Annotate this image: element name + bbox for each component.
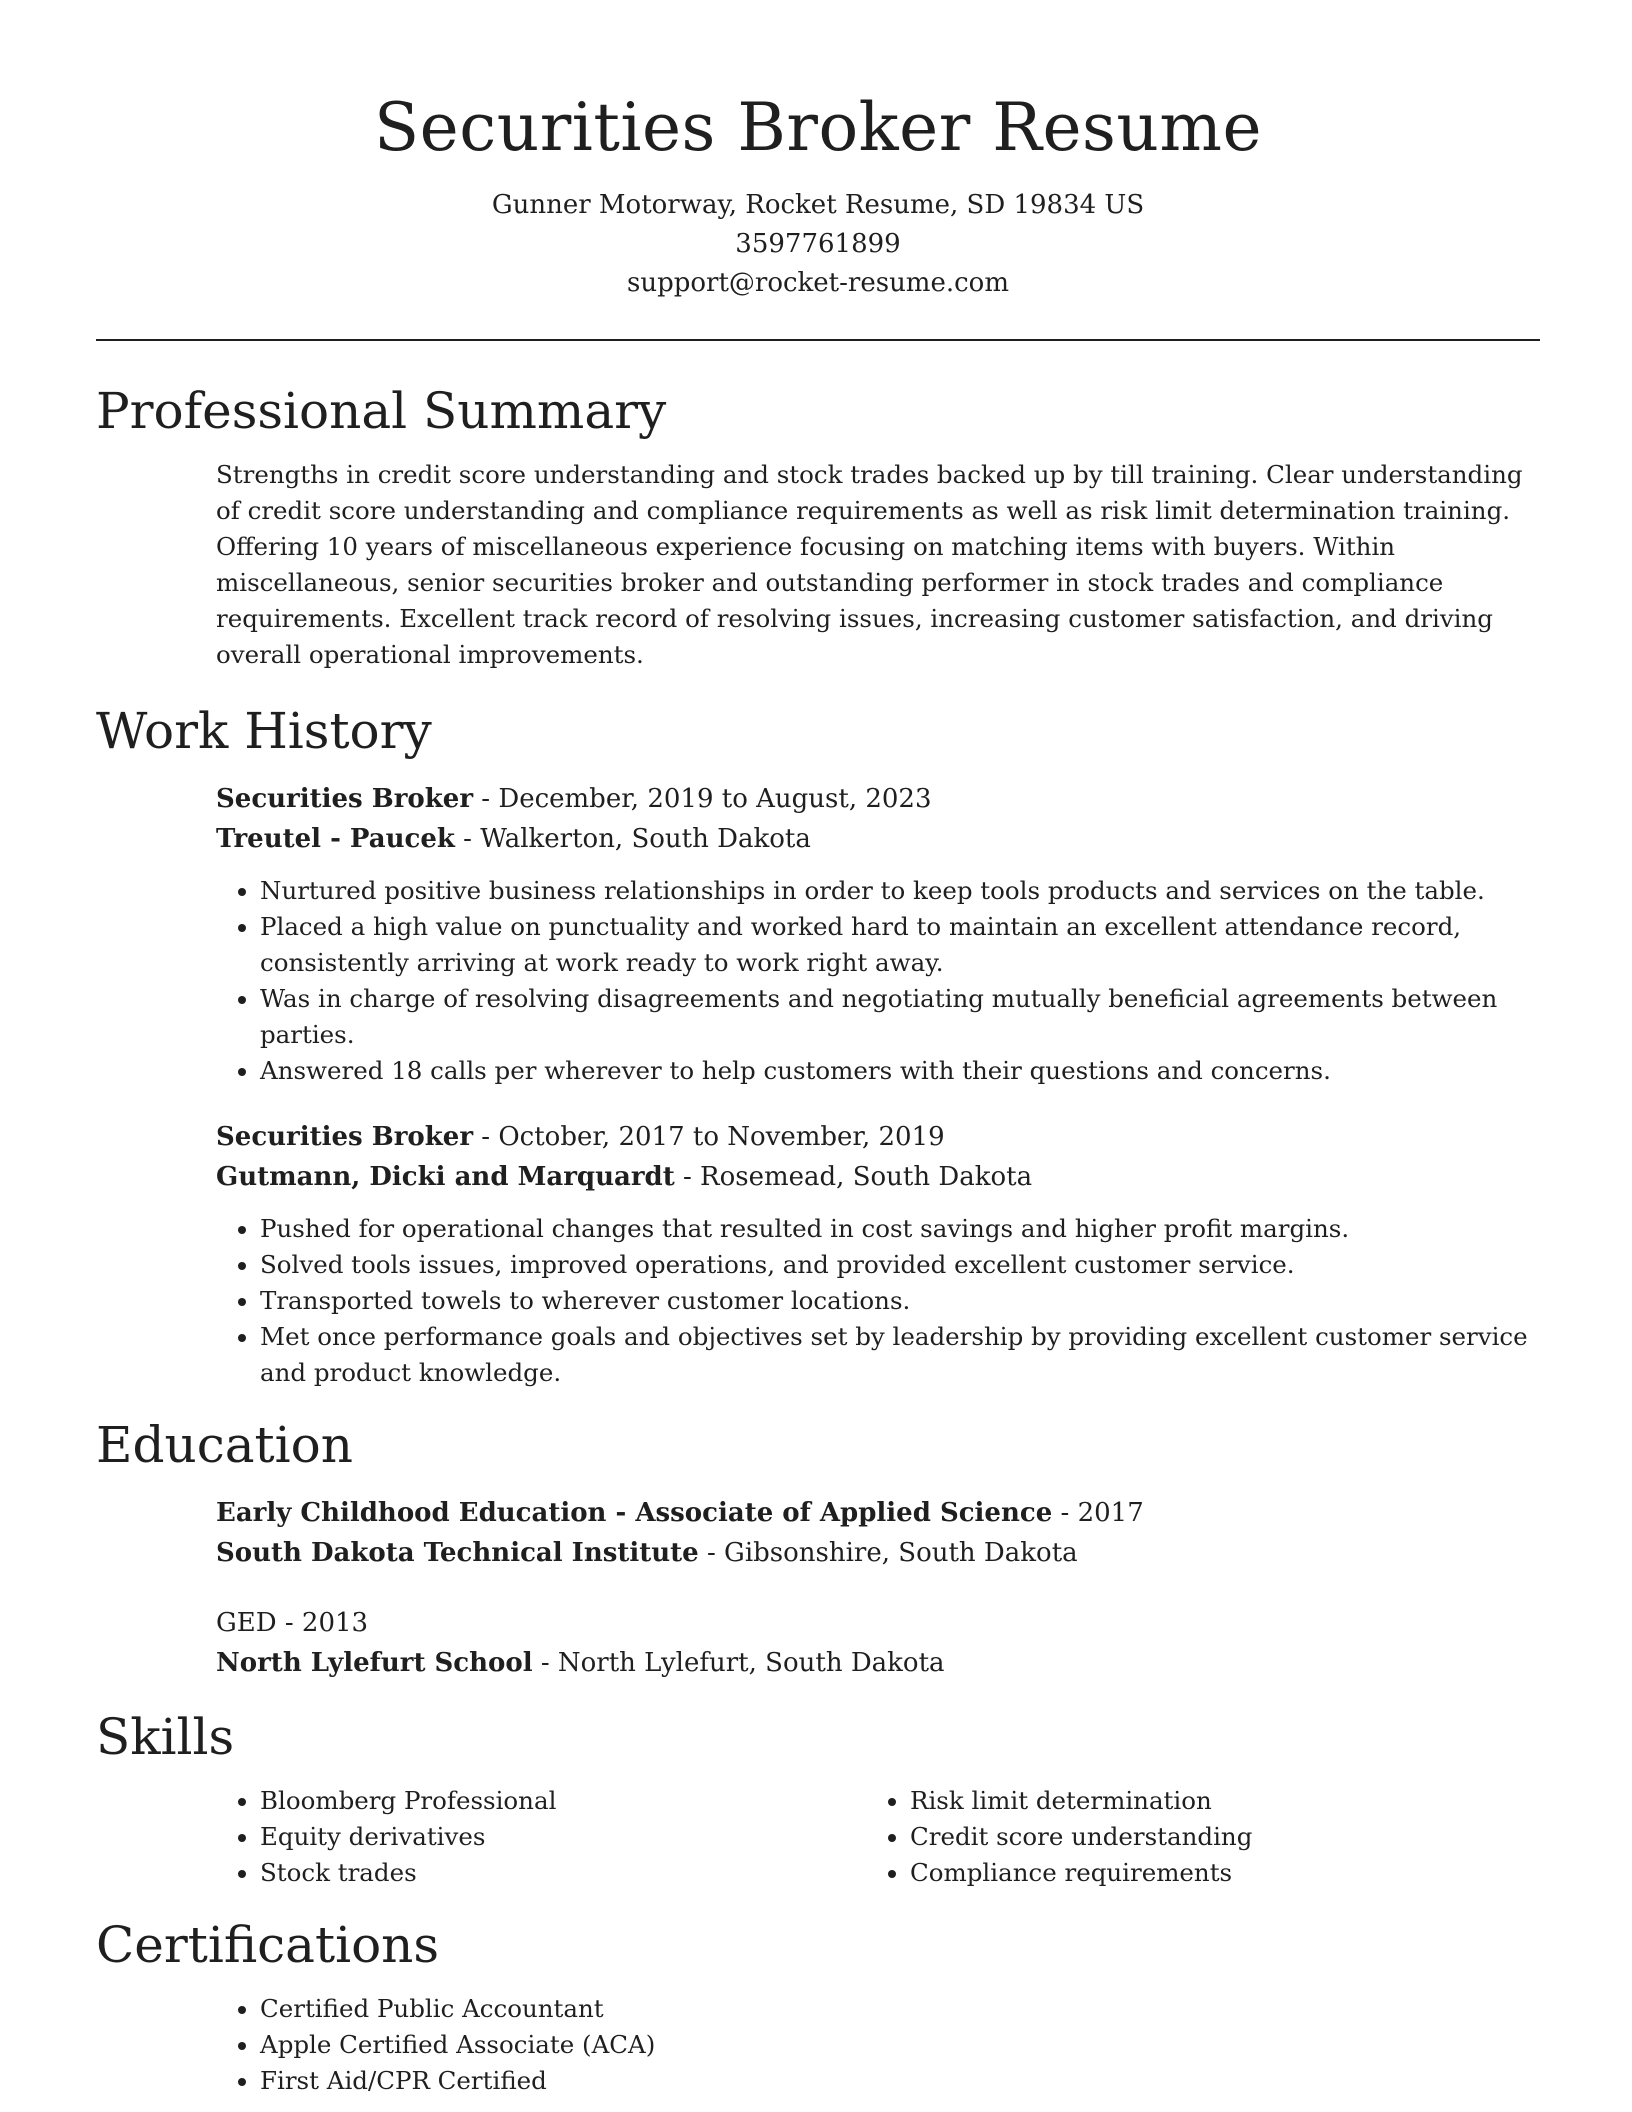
job-company: Gutmann, Dicki and Marquardt	[216, 1162, 675, 1192]
list-item: • Transported towels to wherever customer locations.	[260, 1283, 1540, 1319]
job-company-line	[216, 1157, 1540, 1197]
resume-header	[96, 0, 1540, 303]
education-entry	[216, 1493, 1540, 1573]
certifications-list	[216, 1991, 1540, 2099]
list-item: • First Aid/CPR Certified	[260, 2063, 1540, 2099]
list-item: • Placed a high value on punctuality and worked hard to maintain an excellent attendance record, consistently arriving at work ready to work right away.	[260, 909, 1540, 981]
education-school: North Lylefurt School	[216, 1648, 533, 1678]
education-school-line	[216, 1643, 1540, 1683]
skills-column-left	[216, 1783, 866, 1891]
skills-grid	[216, 1783, 1540, 1891]
skills-section	[96, 1705, 1540, 1891]
list-item: • Equity derivatives	[260, 1819, 866, 1855]
list-item: • Risk limit determination	[910, 1783, 1516, 1819]
job-entry	[216, 1117, 1540, 1391]
contact-email: support@rocket-resume.com	[626, 268, 1009, 298]
job-company: Treutel - Paucek	[216, 824, 455, 854]
list-item: • Answered 18 calls per wherever to help customers with their questions and concerns.	[260, 1053, 1540, 1089]
list-item: • Certified Public Accountant	[260, 1991, 1540, 2027]
job-entry	[216, 779, 1540, 1089]
skills-heading: Skills	[96, 1708, 235, 1766]
contact-phone: 3597761899	[735, 229, 901, 259]
skills-column-right	[866, 1783, 1516, 1891]
job-title-line	[216, 779, 1540, 819]
education-location: - Gibsonshire, South Dakota	[698, 1538, 1078, 1568]
job-dates: - December, 2019 to August, 2023	[473, 784, 932, 814]
education-degree-line	[216, 1603, 1540, 1643]
education-degree: GED - 2013	[216, 1608, 369, 1638]
certifications-section	[96, 1913, 1540, 2099]
skills-list-right	[866, 1783, 1516, 1891]
list-item: • Apple Certified Associate (ACA)	[260, 2027, 1540, 2063]
job-role: Securities Broker	[216, 784, 474, 814]
skills-list-left	[216, 1783, 866, 1891]
job-bullets	[216, 873, 1540, 1089]
job-title-line	[216, 1117, 1540, 1157]
list-item: • Was in charge of resolving disagreements and negotiating mutually beneficial agreements between parties.	[260, 981, 1540, 1053]
list-item: • Compliance requirements	[910, 1855, 1516, 1891]
list-item: • Solved tools issues, improved operations, and provided excellent customer service.	[260, 1247, 1540, 1283]
list-item: • Nurtured positive business relationships in order to keep tools products and services on the table.	[260, 873, 1540, 909]
work-history-section	[96, 699, 1540, 1391]
resume-title: Securities Broker Resume	[373, 89, 1263, 166]
contact-address: Gunner Motorway, Rocket Resume, SD 19834 US	[491, 190, 1145, 220]
resume-page	[96, 0, 1540, 2099]
education-entry	[216, 1603, 1540, 1683]
contact-info	[96, 186, 1540, 303]
education-section	[96, 1413, 1540, 1683]
work-history-heading: Work History	[96, 702, 432, 760]
education-school: South Dakota Technical Institute	[216, 1538, 699, 1568]
header-divider	[96, 339, 1540, 341]
education-degree-line	[216, 1493, 1540, 1533]
list-item: • Bloomberg Professional	[260, 1783, 866, 1819]
job-dates: - October, 2017 to November, 2019	[473, 1122, 945, 1152]
education-school-line	[216, 1533, 1540, 1573]
job-location: - Rosemead, South Dakota	[674, 1162, 1033, 1192]
list-item: • Stock trades	[260, 1855, 866, 1891]
education-location: - North Lylefurt, South Dakota	[532, 1648, 945, 1678]
education-degree: Early Childhood Education - Associate of Applied Science	[216, 1498, 1053, 1528]
summary-section	[96, 379, 1540, 673]
list-item: • Credit score understanding	[910, 1819, 1516, 1855]
list-item: • Pushed for operational changes that resulted in cost savings and higher profit margins.	[260, 1211, 1540, 1247]
certifications-heading: Certifications	[96, 1916, 440, 1974]
job-location: - Walkerton, South Dakota	[454, 824, 811, 854]
summary-heading: Professional Summary	[96, 382, 667, 440]
summary-text: Strengths in credit score understanding and stock trades backed up by till training. Clear understanding of credit score understanding and compliance requirements as well as risk limit determination training. Offering 10 years of miscellaneous experience focusing on matching items with buyers. Within miscellaneous, senior securities broker and outstanding performer in stock trades and compliance requirements. Excellent track record of resolving issues, increasing customer satisfaction, and driving overall operational improvements.	[216, 460, 1523, 669]
job-bullets	[216, 1211, 1540, 1391]
list-item: • Met once performance goals and objectives set by leadership by providing excellent customer service and product knowledge.	[260, 1319, 1540, 1391]
education-heading: Education	[96, 1416, 353, 1474]
job-company-line	[216, 819, 1540, 859]
job-role: Securities Broker	[216, 1122, 474, 1152]
education-year: - 2017	[1052, 1498, 1144, 1528]
